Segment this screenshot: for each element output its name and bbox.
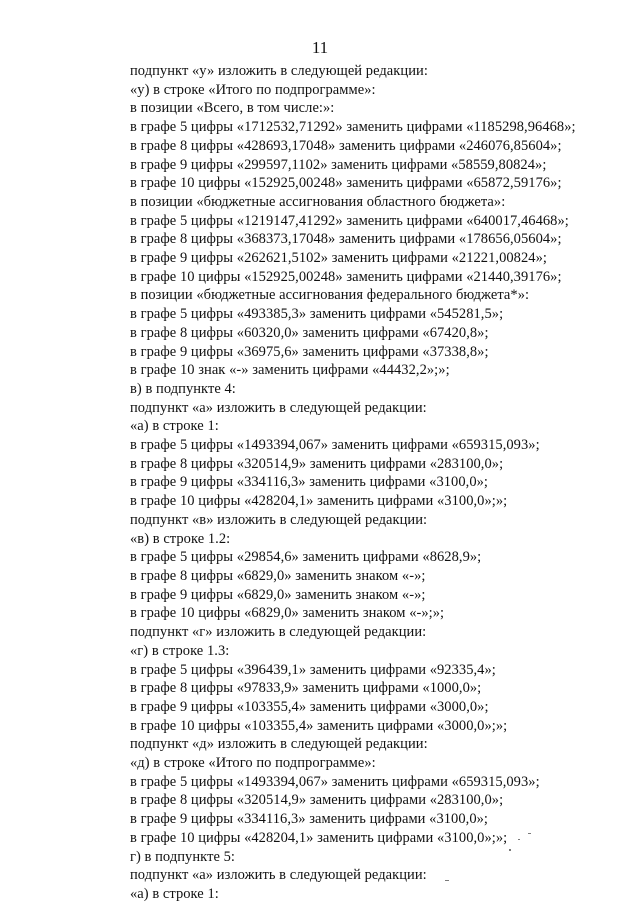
text-line: в графе 10 цифры «428204,1» заменить цифрами «3100,0»;»; (130, 829, 508, 846)
scan-speck (445, 880, 449, 881)
document-text-body (130, 62, 625, 904)
text-line: в графе 9 цифры «103355,4» заменить цифрами «3000,0»; (130, 698, 489, 715)
text-line: подпункт «в» изложить в следующей редакции: (130, 511, 428, 528)
text-line: в графе 9 цифры «262621,5102» заменить цифрами «21221,00824»; (130, 250, 547, 267)
text-line: в графе 8 цифры «428693,17048» заменить цифрами «246076,85604»; (130, 137, 562, 154)
text-line: в графе 10 цифры «152925,00248» заменить цифрами «21440,39176»; (130, 268, 562, 285)
text-line: в графе 10 цифры «103355,4» заменить цифрами «3000,0»;»; (130, 717, 508, 734)
text-line: «у) в строке «Итого по подпрограмме»: (130, 81, 376, 98)
text-line: в графе 9 цифры «299597,1102» заменить цифрами «58559,80824»; (130, 156, 547, 173)
text-line: подпункт «а» изложить в следующей редакции: (130, 867, 427, 884)
text-line: в графе 9 цифры «334116,3» заменить цифрами «3100,0»; (130, 474, 489, 491)
text-line: в графе 8 цифры «97833,9» заменить цифрами «1000,0»; (130, 680, 482, 697)
text-line: в графе 5 цифры «396439,1» заменить цифрами «92335,4»; (130, 661, 496, 678)
text-line: в графе 8 цифры «60320,0» заменить цифрами «67420,8»; (130, 324, 489, 341)
text-line: в графе 10 цифры «6829,0» заменить знаком «-»;»; (130, 605, 445, 622)
text-line: в графе 5 цифры «1493394,067» заменить цифрами «659315,093»; (130, 773, 540, 790)
scan-speck (518, 839, 520, 840)
text-line: г) в подпункте 5: (130, 848, 235, 865)
text-line: в графе 9 цифры «36975,6» заменить цифрами «37338,8»; (130, 343, 489, 360)
text-line: в графе 8 цифры «320514,9» заменить цифрами «283100,0»; (130, 792, 504, 809)
text-line: в графе 10 знак «-» заменить цифрами «44432,2»;»; (130, 362, 450, 379)
text-line: в графе 9 цифры «334116,3» заменить цифрами «3100,0»; (130, 811, 489, 828)
text-line: в графе 10 цифры «428204,1» заменить цифрами «3100,0»;»; (130, 493, 508, 510)
text-line: в графе 10 цифры «152925,00248» заменить цифрами «65872,59176»; (130, 175, 562, 192)
scan-speck (509, 849, 511, 851)
text-line: подпункт «у» изложить в следующей редакции: (130, 63, 428, 79)
text-line: в позиции «бюджетные ассигнования областного бюджета»: (130, 193, 506, 210)
text-line: подпункт «д» изложить в следующей редакции: (130, 736, 428, 753)
text-line: в графе 8 цифры «320514,9» заменить цифрами «283100,0»; (130, 455, 504, 472)
text-line: в графе 5 цифры «1219147,41292» заменить цифрами «640017,46468»; (130, 212, 569, 229)
text-line: подпункт «г» изложить в следующей редакции: (130, 624, 427, 641)
text-line: в графе 5 цифры «1712532,71292» заменить цифрами «1185298,96468»; (130, 119, 576, 136)
text-line: в графе 8 цифры «368373,17048» заменить цифрами «178656,05604»; (130, 231, 562, 248)
text-line: «г) в строке 1.3: (130, 642, 230, 659)
text-line: в графе 5 цифры «493385,3» заменить цифрами «545281,5»; (130, 306, 504, 323)
text-line: в графе 5 цифры «29854,6» заменить цифрами «8628,9»; (130, 549, 482, 566)
text-line: «в) в строке 1.2: (130, 530, 231, 547)
text-line: в графе 8 цифры «6829,0» заменить знаком «-»; (130, 567, 426, 584)
text-line: в графе 5 цифры «1493394,067» заменить цифрами «659315,093»; (130, 437, 540, 454)
text-line: в позиции «бюджетные ассигнования федерального бюджета*»: (130, 287, 530, 304)
text-line: в) в подпункте 4: (130, 380, 236, 397)
text-line: подпункт «а» изложить в следующей редакции: (130, 399, 427, 416)
scan-speck (528, 833, 531, 834)
text-line: «а) в строке 1: (130, 418, 219, 435)
text-line: «д) в строке «Итого по подпрограмме»: (130, 755, 376, 772)
text-line: в графе 9 цифры «6829,0» заменить знаком «-»; (130, 586, 426, 603)
page-number: 11 (311, 38, 329, 57)
text-line: в позиции «Всего, в том числе:»: (130, 100, 335, 117)
text-line: «а) в строке 1: (130, 885, 219, 902)
